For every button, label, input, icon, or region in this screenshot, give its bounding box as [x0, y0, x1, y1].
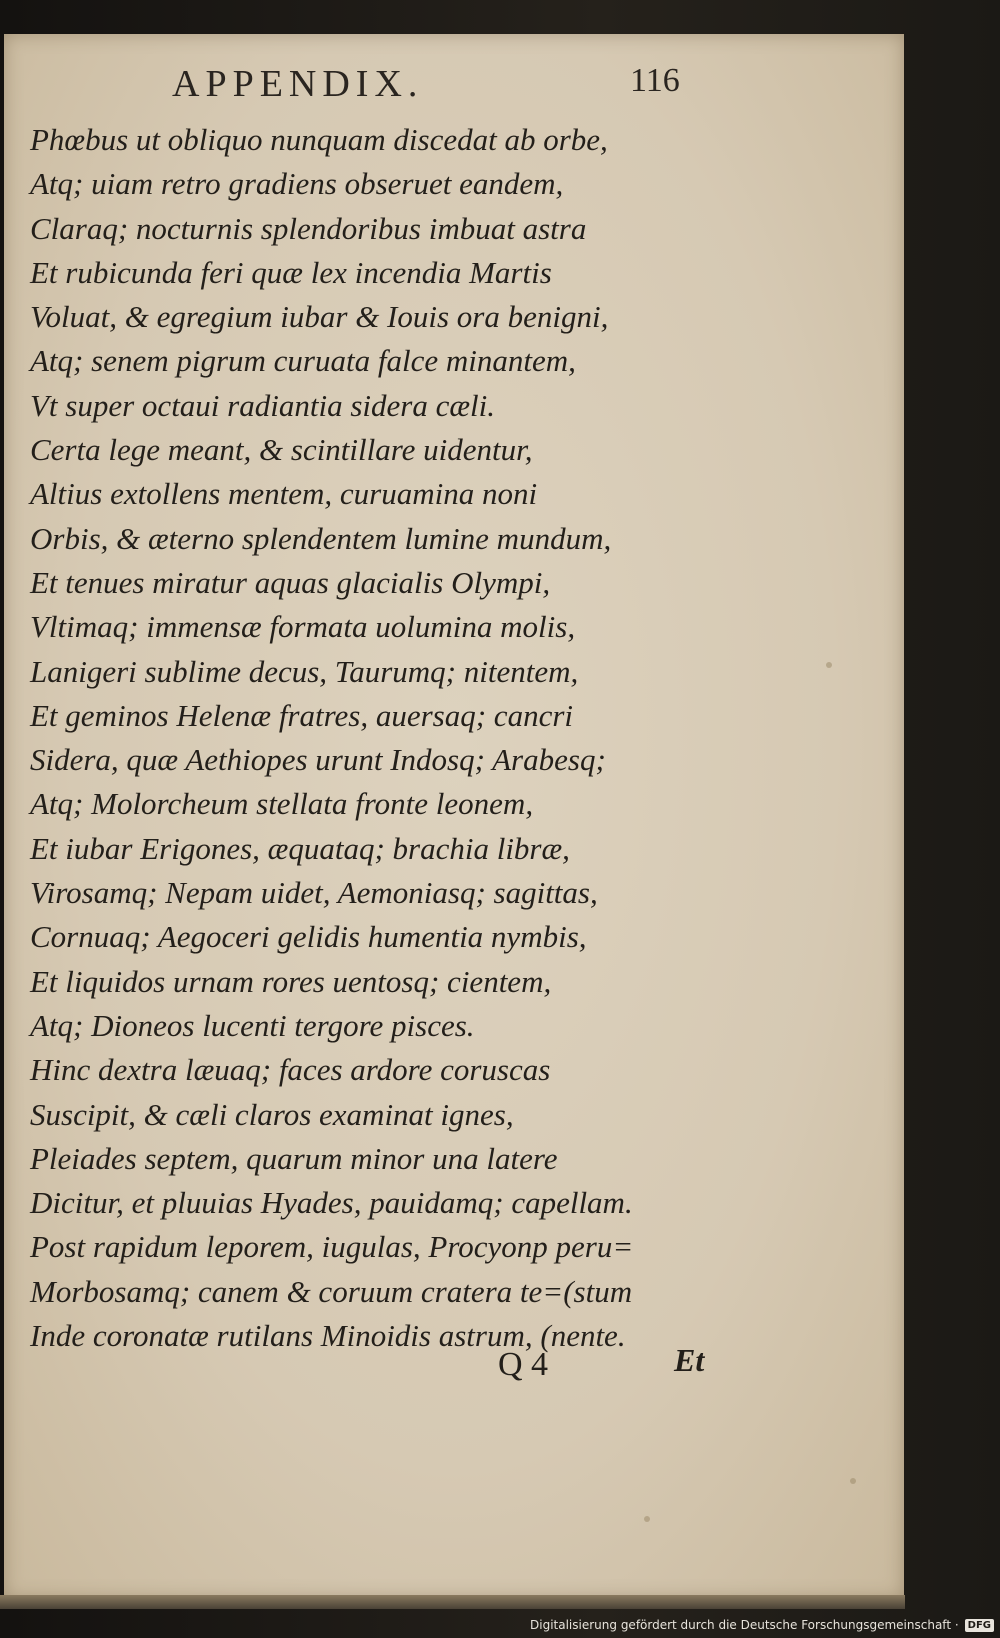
verse-line: Virosamq; Nepam uidet, Aemoniasq; sagittas,: [30, 875, 598, 911]
verse-line: Atq; Dioneos lucenti tergore pisces.: [30, 1007, 475, 1043]
paper-spot: [644, 1516, 650, 1522]
dfg-logo-icon: DFG: [965, 1619, 994, 1632]
verse-line: Claraq; nocturnis splendoribus imbuat astra: [30, 210, 587, 246]
verse-line: Cornuaq; Aegoceri gelidis humentia nymbis,: [30, 919, 587, 955]
verse-line: Et tenues miratur aquas glacialis Olympi,: [30, 564, 551, 600]
verse-line: Et rubicunda feri quæ lex incendia Martis: [30, 254, 552, 290]
verse-line: Atq; Molorcheum stellata fronte leonem,: [30, 786, 534, 822]
paper-spot: [826, 662, 832, 668]
verse-lines: [30, 118, 890, 1358]
verse-line: Pleiades septem, quarum minor una latere: [30, 1140, 558, 1176]
page-edge: [0, 1595, 905, 1609]
page-number: 116: [630, 62, 680, 99]
verse-line: Orbis, & æterno splendentem lumine mundum,: [30, 520, 612, 556]
verse-line: Lanigeri sublime decus, Taurumq; nitentem,: [30, 653, 579, 689]
book-page: [4, 34, 904, 1599]
verse-line: Sidera, quæ Aethiopes urunt Indosq; Arabesq;: [30, 742, 606, 778]
credit-text: Digitalisierung gefördert durch die Deutsche Forschungsgemeinschaft ·: [530, 1618, 959, 1632]
verse-line: Suscipit, & cæli claros examinat ignes,: [30, 1096, 514, 1132]
verse-line: Dicitur, et pluuias Hyades, pauidamq; capellam.: [30, 1185, 633, 1221]
signature-mark: Q 4: [498, 1346, 549, 1383]
verse-line: Atq; senem pigrum curuata falce minantem,: [30, 343, 576, 379]
verse-line: Altius extollens mentem, curuamina noni: [30, 476, 538, 512]
verse-line: Vt super octaui radiantia sidera cæli.: [30, 387, 495, 423]
verse-line: Voluat, & egregium iubar & Iouis ora benigni,: [30, 299, 609, 335]
verse-line: Phœbus ut obliquo nunquam discedat ab orbe,: [30, 122, 608, 157]
verse-line: Et liquidos urnam rores uentosq; cientem,: [30, 963, 552, 999]
verse-line: Vltimaq; immensæ formata uolumina molis,: [30, 609, 576, 645]
verse-line: Inde coronatæ rutilans Minoidis astrum, (nente.: [30, 1318, 626, 1354]
verse-line: Et iubar Erigones, æquataq; brachia libræ,: [30, 830, 570, 866]
running-header: APPENDIX.: [172, 63, 424, 105]
catchword: Et: [674, 1342, 705, 1378]
verse-line: Certa lege meant, & scintillare uidentur,: [30, 432, 533, 468]
verse-line: Et geminos Helenæ fratres, auersaq; cancri: [30, 697, 573, 733]
digitization-credit: [530, 1618, 994, 1632]
verse-line: Hinc dextra læuaq; faces ardore coruscas: [30, 1052, 551, 1088]
verse-line: Post rapidum leporem, iugulas, Procyonp peru=: [30, 1229, 634, 1265]
verse-line: Morbosamq; canem & coruum cratera te=(stum: [30, 1273, 633, 1309]
verse-line: Atq; uiam retro gradiens obseruet eandem,: [30, 166, 564, 202]
paper-spot: [850, 1478, 856, 1484]
